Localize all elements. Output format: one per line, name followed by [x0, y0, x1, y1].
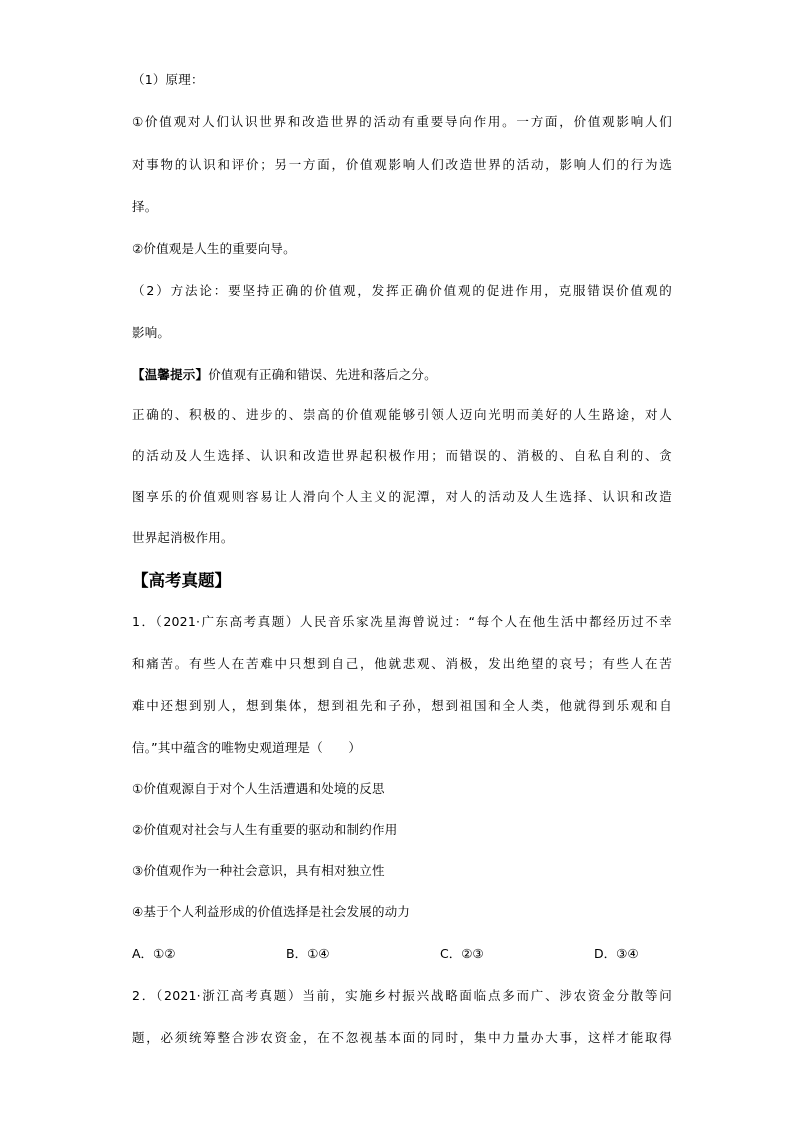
principle-2: ②价值观是人生的重要向导。	[132, 241, 296, 256]
tip-body-line-3: 图享乐的价值观则容易让人滑向个人主义的泥潭，对人的活动及人生选择、认识和改造	[132, 489, 672, 504]
principle-1-line-1: ①价值观对人们认识世界和改造世界的活动有重要导向作用。一方面，价值观影响人们	[132, 114, 672, 129]
tip-body-line-2: 的活动及人生选择、认识和改造世界起积极作用；而错误的、消极的、自私自利的、贪	[132, 448, 672, 463]
question-1-item-4: ④基于个人利益形成的价值选择是社会发展的动力	[132, 904, 411, 919]
tip-body-line-4: 世界起消极作用。	[132, 530, 234, 545]
question-1-option-c: C．②③	[440, 946, 484, 961]
question-2-line-2: 题，必须统筹整合涉农资金，在不忽视基本面的同时，集中力量办大事，这样才能取得	[132, 1030, 672, 1045]
question-1-item-1: ①价值观源自于对个人生活遭遇和处境的反思	[132, 781, 385, 796]
exam-heading: 【高考真题】	[132, 571, 231, 590]
principle-heading: （1）原理：	[132, 72, 204, 87]
tip-text: 价值观有正确和错误、先进和落后之分。	[208, 367, 437, 382]
method-line-2: 影响。	[132, 325, 171, 340]
question-2-line-1: 2．（2021·浙江高考真题）当前，实施乡村振兴战略面临点多而广、涉农资金分散等问	[132, 988, 672, 1003]
tip-body-line-1: 正确的、积极的、进步的、崇高的价值观能够引领人迈向光明而美好的人生路途，对人	[132, 407, 672, 422]
principle-1-line-2: 对事物的认识和评价；另一方面，价值观影响人们改造世界的活动，影响人们的行为选	[132, 157, 672, 172]
question-1-option-a: A．①②	[132, 946, 176, 961]
method-line-1: （2）方法论：要坚持正确的价值观，发挥正确价值观的促进作用，克服错误价值观的	[132, 283, 672, 298]
question-1-line-3: 难中还想到别人，想到集体，想到祖先和子孙，想到祖国和全人类，他就得到乐观和自	[132, 698, 672, 713]
question-1-line-4: 信。”其中蕴含的唯物史观道理是（ ）	[132, 740, 362, 755]
question-1-item-3: ③价值观作为一种社会意识，具有相对独立性	[132, 863, 385, 878]
principle-1-line-3: 择。	[132, 199, 158, 214]
question-1-option-d: D．③④	[594, 946, 639, 961]
tip-paragraph	[132, 367, 672, 383]
question-1-line-2: 和痛苦。有些人在苦难中只想到自己，他就悲观、消极，发出绝望的哀号；有些人在苦	[132, 656, 672, 671]
question-1-option-b: B．①④	[286, 946, 330, 961]
question-1-line-1: 1．（2021·广东高考真题）人民音乐家冼星海曾说过：“每个人在他生活中都经历过不幸	[132, 614, 672, 629]
question-1-item-2: ②价值观对社会与人生有重要的驱动和制约作用	[132, 822, 398, 837]
tip-label: 【温馨提示】	[132, 367, 209, 382]
